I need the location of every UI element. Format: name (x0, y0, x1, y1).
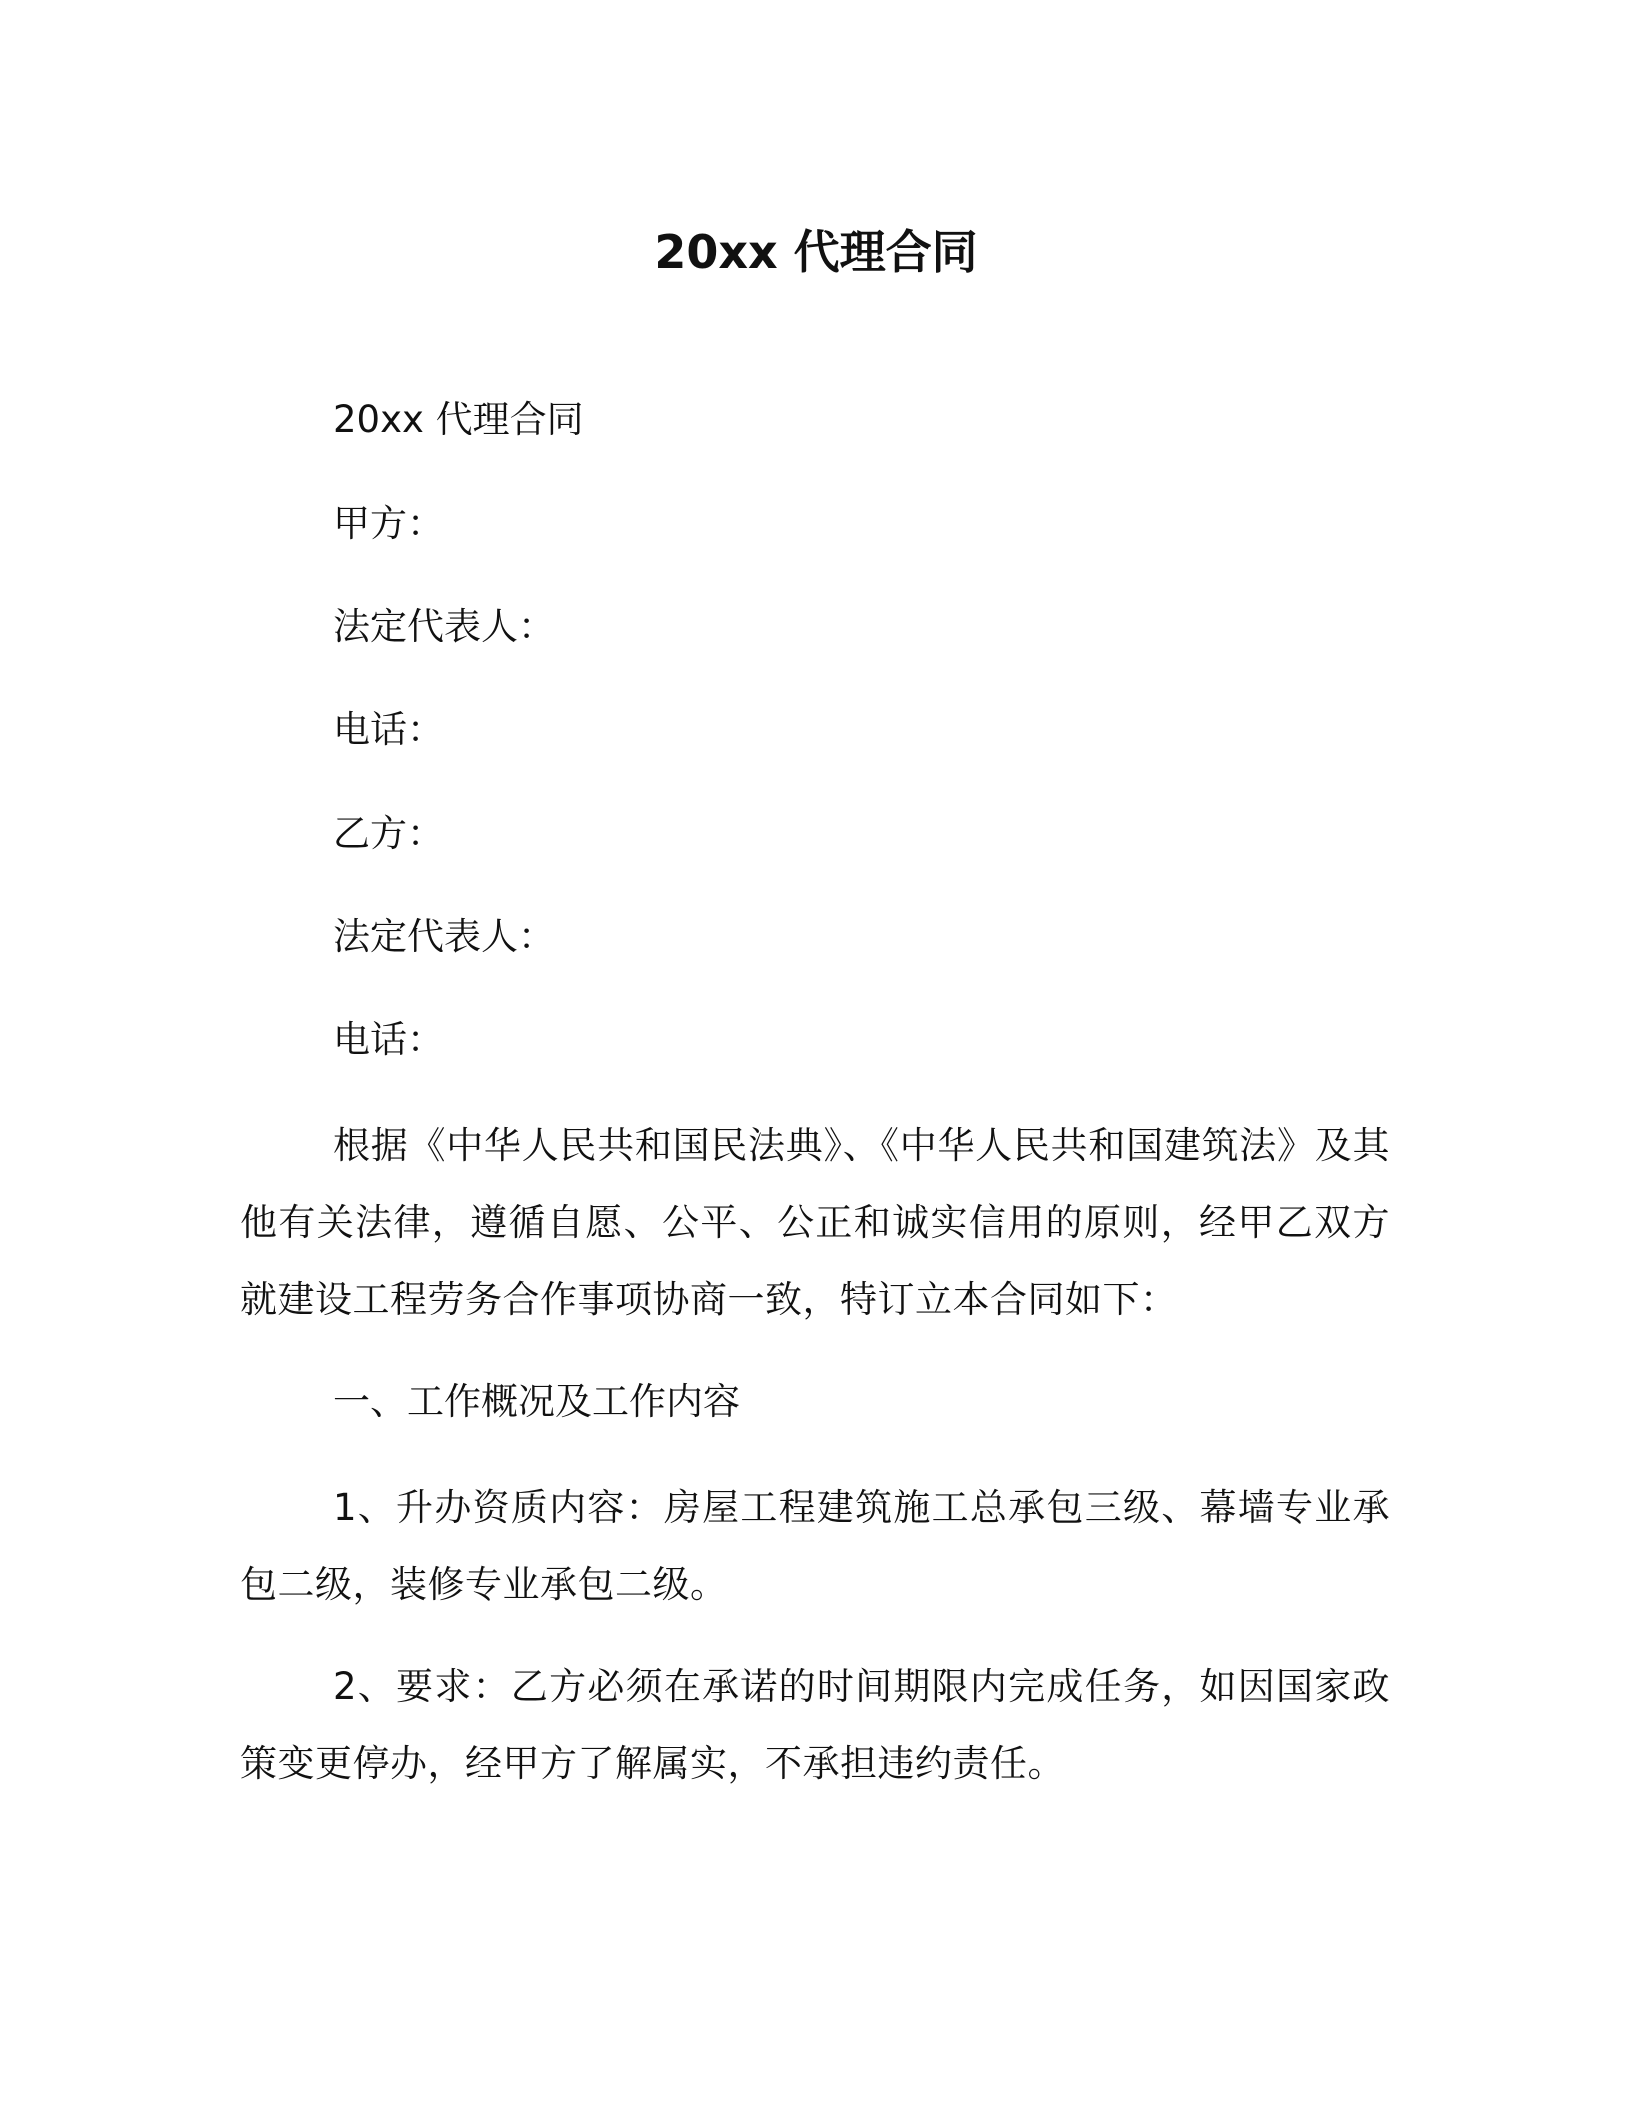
clause-2-paragraph: 2、要求：乙方必须在承诺的时间期限内完成任务，如因国家政策变更停办，经甲方了解属实，不承担违约责任。 (240, 1665, 1390, 1785)
preamble-paragraph: 根据《中华人民共和国民法典》、《中华人民共和国建筑法》及其他有关法律，遵循自愿、公平、公正和诚实信用的原则，经甲乙双方就建设工程劳务合作事项协商一致，特订立本合同如下： (240, 1124, 1390, 1321)
party-a-phone-label: 电话： (333, 708, 444, 751)
document-title: 20xx 代理合同 (654, 225, 978, 279)
party-b-phone-label: 电话： (333, 1018, 444, 1061)
section-1-heading: 一、工作概况及工作内容 (333, 1380, 740, 1423)
party-b-representative-label: 法定代表人： (333, 915, 555, 958)
clause-1-paragraph: 1、升办资质内容：房屋工程建筑施工总承包三级、幕墙专业承包二级，装修专业承包二级。 (240, 1486, 1390, 1606)
party-a-label: 甲方： (333, 502, 444, 545)
contract-subtitle: 20xx 代理合同 (333, 398, 584, 441)
party-a-representative-label: 法定代表人： (333, 605, 555, 648)
party-b-label: 乙方： (333, 812, 444, 855)
